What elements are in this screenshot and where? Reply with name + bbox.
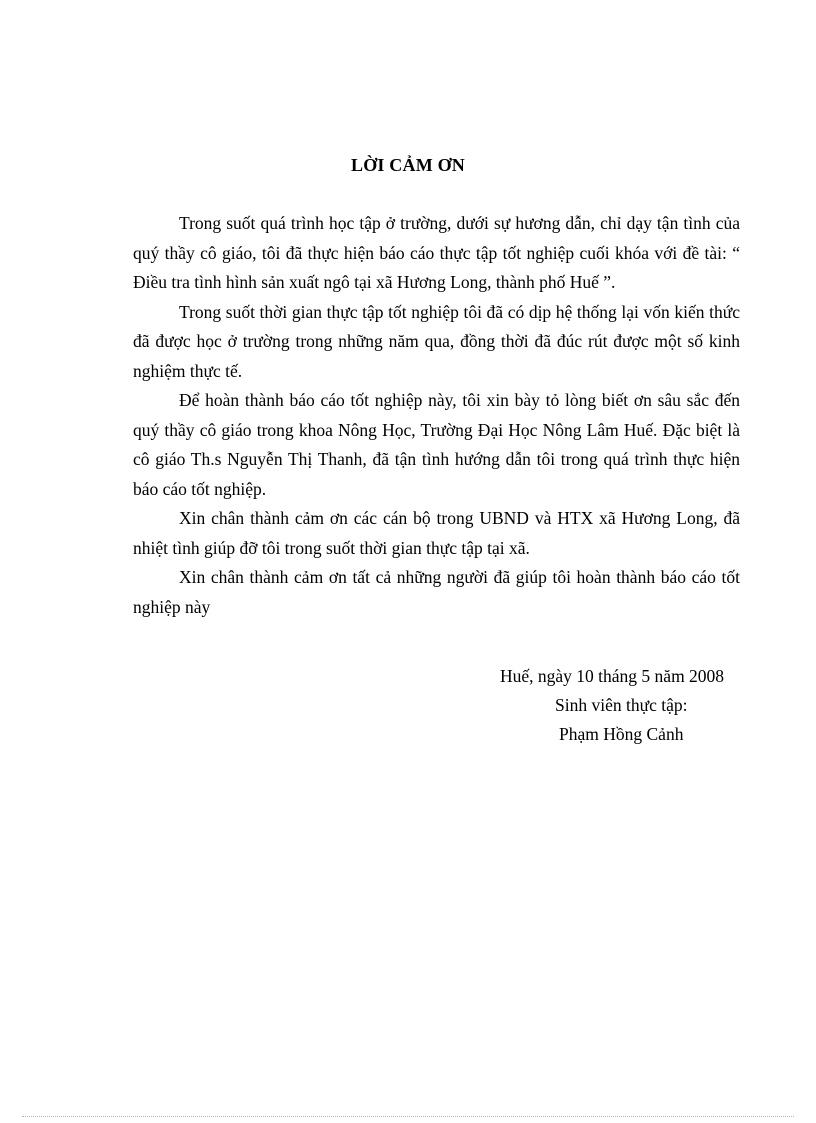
signature-block bbox=[470, 662, 770, 749]
paragraph-1: Trong suốt quá trình học tập ở trường, dưới sự hương dẫn, chỉ dạy tận tình của quý thầy cô giáo, tôi đã thực hiện báo cáo thực tập tốt nghiệp cuối khóa với đề tài: “ Điều tra tình hình sản xuất ngô tại xã Hương Long, thành phố Huế ”. bbox=[133, 213, 740, 292]
page-bottom-divider bbox=[22, 1116, 794, 1117]
paragraph-5: Xin chân thành cảm ơn tất cả những người đã giúp tôi hoàn thành báo cáo tốt nghiệp này bbox=[133, 567, 740, 617]
signature-date: Huế, ngày 10 tháng 5 năm 2008 bbox=[500, 666, 725, 686]
signature-name: Phạm Hồng Cảnh bbox=[559, 724, 684, 744]
paragraph-3: Để hoàn thành báo cáo tốt nghiệp này, tôi xin bày tỏ lòng biết ơn sâu sắc đến quý thầy cô giáo trong khoa Nông Học, Trường Đại Học Nông Lâm Huế. Đặc biệt là cô giáo Th.s Nguyễn Thị Thanh, đã tận tình hướng dẫn tôi trong quá trình thực hiện báo cáo tốt nghiệp. bbox=[133, 390, 740, 499]
acknowledgement-body bbox=[133, 209, 740, 622]
paragraph-4: Xin chân thành cảm ơn các cán bộ trong UBND và HTX xã Hương Long, đã nhiệt tình giúp đỡ tôi trong suốt thời gian thực tập tại xã. bbox=[133, 508, 740, 558]
paragraph-2: Trong suốt thời gian thực tập tốt nghiệp tôi đã có dịp hệ thống lại vốn kiến thức đã được học ở trường trong những năm qua, đồng thời đã đúc rút được một số kinh nghiệm thực tế. bbox=[133, 301, 740, 381]
signature-role: Sinh viên thực tập: bbox=[555, 695, 688, 715]
page-title: LỜI CẢM ƠN bbox=[351, 155, 465, 175]
